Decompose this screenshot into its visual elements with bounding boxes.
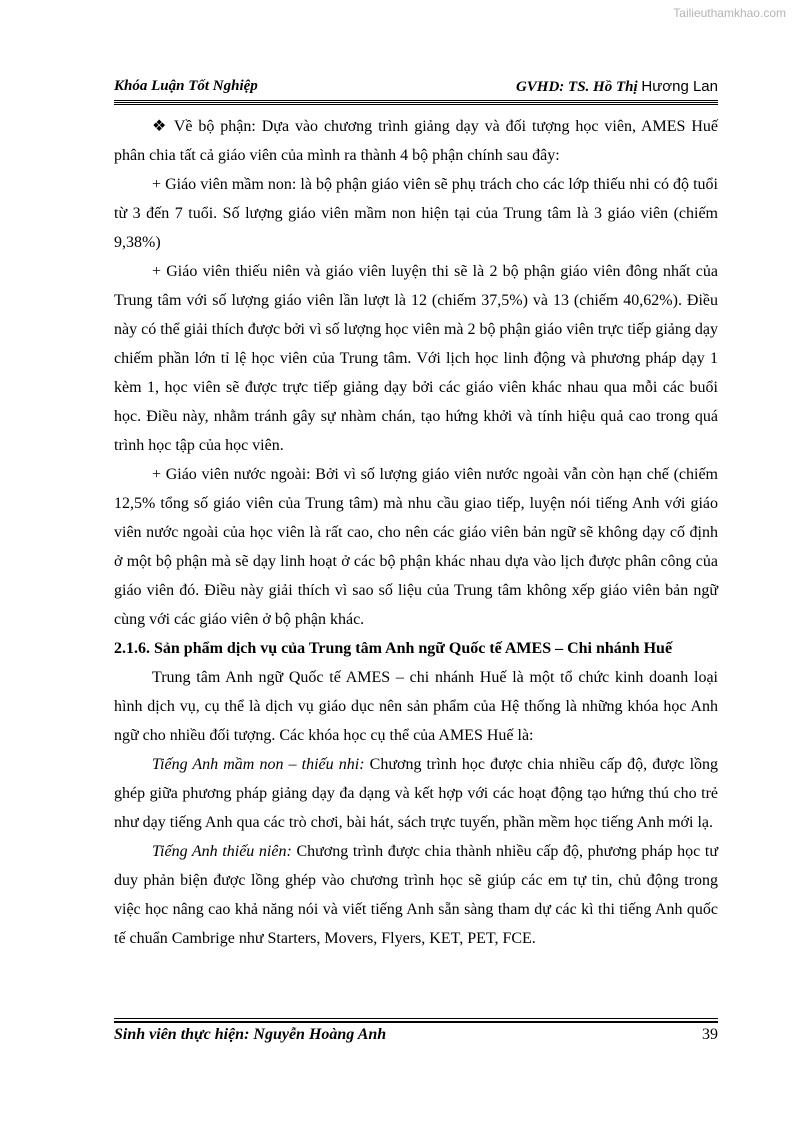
kids-course-title: Tiếng Anh mầm non – thiếu nhi: <box>152 756 365 773</box>
kids-course-text: Chương trình học được chia nhiều cấp độ, được lồng ghép giữa phương pháp giảng dạy đa dạng và kết hợp với các hoạt động tạo hứng thú cho trẻ như dạy tiếng Anh qua các trò chơi, bài hát, sách trực tuyến, phần mềm học tiếng Anh mới lạ. <box>114 756 719 831</box>
teen-course-title: Tiếng Anh thiếu niên: <box>152 843 292 860</box>
page-body <box>114 112 718 953</box>
header-advisor-name: Hương Lan <box>641 78 718 95</box>
paragraph-kids-course <box>114 750 718 837</box>
header-rule <box>114 100 718 103</box>
paragraph-foreign-teachers: + Giáo viên nước ngoài: Bởi vì số lượng giáo viên nước ngoài vẫn còn hạn chế (chiếm 12,5% tổng số giáo viên của Trung tâm) mà nhu cầu giao tiếp, luyện nói tiếng Anh với giáo viên nước ngoài của học viên là rất cao, cho nên các giáo viên bản ngữ sẽ không dạy cố định ở một bộ phận mà sẽ dạy linh hoạt ở các bộ phận khác nhau dựa vào lịch được phân công của giáo viên đó. Điều này giải thích vì sao số liệu của Trung tâm không xếp giáo viên bản ngữ cùng với các giáo viên ở bộ phận khác. <box>114 466 718 628</box>
paragraph-youth-teachers: + Giáo viên thiếu niên và giáo viên luyện thi sẽ là 2 bộ phận giáo viên đông nhất của Trung tâm với số lượng giáo viên lần lượt là 12 (chiếm 37,5%) và 13 (chiếm 40,62%). Điều này có thể giải thích được bởi vì số lượng học viên mà 2 bộ phận giáo viên trực tiếp giảng dạy chiếm phần lớn tỉ lệ học viên của Trung tâm. Với lịch học linh động và phương pháp dạy 1 kèm 1, học viên sẽ được trực tiếp giảng dạy bởi các giáo viên khác nhau qua mỗi các buổi học. Điều này, nhằm tránh gây sự nhàm chán, tạo hứng khởi và tính hiệu quả cao trong quá trình học tập của học viên. <box>114 263 718 454</box>
section-heading: 2.1.6. Sản phẩm dịch vụ của Trung tâm Anh ngữ Quốc tế AMES – Chi nhánh Huế <box>114 640 673 657</box>
footer-rule-thick <box>114 1021 718 1023</box>
paragraph-teen-course <box>114 837 718 953</box>
page-number: 39 <box>702 1026 718 1043</box>
footer-rule <box>114 1018 718 1019</box>
header-advisor-prefix: GVHD: TS. Hồ Thị <box>515 79 638 95</box>
watermark: Tailieuthamkhao.com <box>673 6 786 20</box>
page-header <box>114 78 718 100</box>
footer-student: Sinh viên thực hiện: Nguyễn Hoàng Anh <box>114 1026 387 1043</box>
paragraph-preschool-teachers: + Giáo viên mầm non: là bộ phận giáo viên sẽ phụ trách cho các lớp thiếu nhi có độ tuổi từ 3 đến 7 tuổi. Số lượng giáo viên mầm non hiện tại của Trung tâm là 3 giáo viên (chiếm 9,38%) <box>114 176 718 251</box>
header-thesis-title: Khóa Luận Tốt Nghiệp <box>114 78 258 94</box>
teen-course-text: Chương trình được chia thành nhiều cấp độ, phương pháp học tư duy phản biện được lồng ghép vào chương trình học sẽ giúp các em tự tin, chủ động trong việc học nâng cao khả năng nói và viết tiếng Anh sẵn sàng tham dự các kì thi tiếng Anh quốc tế chuẩn Cambrige như Starters, Movers, Flyers, KET, PET, FCE. <box>114 843 719 947</box>
page-footer <box>114 1026 718 1048</box>
header-advisor <box>516 78 718 96</box>
header-rule-thin <box>114 104 718 105</box>
paragraph-products-intro: Trung tâm Anh ngữ Quốc tế AMES – chi nhánh Huế là một tổ chức kinh doanh loại hình dịch vụ, cụ thể là dịch vụ giáo dục nên sản phẩm của Hệ thống là những khóa học Anh ngữ cho nhiều đối tượng. Các khóa học cụ thể của AMES Huế là: <box>114 669 718 744</box>
paragraph-departments: ❖ Về bộ phận: Dựa vào chương trình giảng dạy và đối tượng học viên, AMES Huế phân chia tất cả giáo viên của mình ra thành 4 bộ phận chính sau đây: <box>114 118 718 164</box>
